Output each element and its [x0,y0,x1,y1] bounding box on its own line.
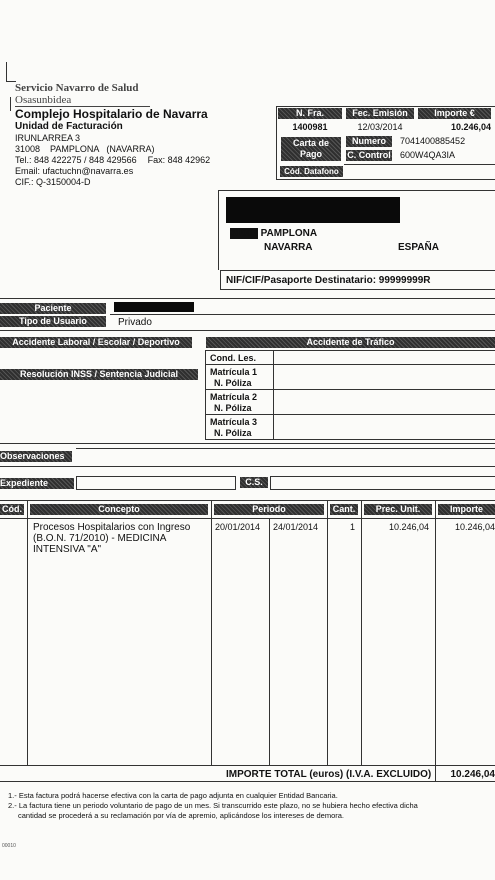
numero-label: Numero [346,136,392,147]
recipient-country: ESPAÑA [398,242,439,253]
row-prec: 10.246,04 [388,522,429,532]
fecha-header: Fec. Emisión [346,108,414,119]
patient-top-rule [0,298,495,299]
matricula3-text: Matrícula 3 [210,417,258,427]
carta-pago-label: Carta de Pago [281,137,341,161]
control-code: 600W4QA3IA [400,150,456,160]
nif-line: NIF/CIF/Pasaporte Destinatario: 99999999R [226,275,431,286]
phone: Tel.: 848 422275 / 848 429566 [15,155,137,165]
accidente-laboral-header: Accidente Laboral / Escolar / Deportivo [0,337,192,348]
tipo-usuario-value: Privado [118,317,152,328]
npoliza1-text: N. Póliza [214,378,252,388]
trafico-row-rule-2 [205,389,495,390]
matricula1-label [210,367,257,389]
logo-bracket-v2 [10,97,11,111]
col-cod-header: Cód. [2,504,22,514]
col-periodo-header: Periodo [214,504,324,515]
redacted-zip: 31007 [230,228,258,239]
cs-value-box [270,476,495,490]
row-periodo-desde: 20/01/2014 [215,522,261,532]
npoliza2-text: N. Póliza [214,403,252,413]
resolucion-header: Resolución INSS / Sentencia Judicial [0,369,198,380]
patient-row-rule [110,314,495,315]
invoice-box-divider [344,164,495,165]
address-line1: IRUNLARREA 3 [15,133,81,143]
redacted-recipient-name [226,197,400,223]
row-cant: 1 [350,522,356,532]
cs-label: C.S. [240,477,268,488]
matricula2-text: Matrícula 2 [210,392,258,402]
phone-fax-line [15,155,235,166]
cif: CIF.: Q-3150004-D [15,177,91,187]
org-name: Servicio Navarro de Salud [15,82,139,94]
observaciones-label: Observaciones [0,451,72,462]
email: Email: ufactuchn@navarra.es [15,166,134,176]
tipo-usuario-label: Tipo de Usuario [0,316,106,327]
note-1: 1.- Esta factura podrá hacerse efectiva con la carta de pago adjunta en cualquier Entidad Bancaria. [8,791,338,800]
npoliza3-text: N. Póliza [214,428,252,438]
col-cant-header: Cant. [330,504,358,515]
row-concepto-line2: (B.O.N. 71/2010) - MEDICINA [33,533,167,544]
col-concepto-header: Concepto [30,504,208,515]
payment-number: 7041400885452 [400,136,466,146]
trafico-row-rule-1 [205,364,495,365]
unit-name: Unidad de Facturación [15,121,123,132]
hospital-name: Complejo Hospitalario de Navarra [15,107,208,121]
note-2b: cantidad se procederá a su reclamación por vía de apremio, aplicándose los intereses de demora. [18,811,345,820]
fax: Fax: 848 42962 [147,155,211,165]
footer-notes [8,791,495,821]
observaciones-bottom-rule [0,466,495,467]
issuer-block [15,82,235,188]
total-label: IMPORTE TOTAL (euros) (I.V.A. EXCLUIDO) [226,769,432,780]
matricula3-label [210,417,257,439]
row-periodo-hasta: 24/01/2014 [273,522,319,532]
paciente-label: Paciente [0,303,106,314]
col-importe-header: Importe [438,504,495,515]
org-name-basque: Osasunbidea [15,94,150,107]
nfra-header: N. Fra. [278,108,342,119]
col-prec-header: Prec. Unit. [364,504,432,515]
datafono-label: Cód. Datafono [280,166,343,177]
logo-bracket-v [6,62,7,82]
expediente-value-box [76,476,236,490]
matricula1-text: Matrícula 1 [210,367,258,377]
row-concepto [33,522,190,555]
accident-bottom-rule [0,443,495,444]
note-2a: 2.- La factura tiene un periodo voluntario de pago de un mes. Si transcurrido este plazo, no se hubiera hecho efectiva dicha [8,801,418,810]
total-top-rule [0,765,495,766]
issue-date: 12/03/2014 [357,122,403,132]
recipient-region: NAVARRA [264,242,313,253]
address-line2: 31008 PAMPLONA (NAVARRA) [15,144,155,154]
table-header-rule [0,518,495,519]
cond-les-label: Cond. Les. [210,353,257,363]
invoice-amount: 10.246,04 [450,122,491,132]
row-importe: 10.246,04 [454,522,495,532]
importe-header: Importe € [418,108,491,119]
redacted-patient-name [114,302,194,312]
control-label: C. Control [347,150,391,160]
footer-code: 00010 [2,843,16,849]
recipient-city-line [230,228,317,239]
matricula2-label [210,392,257,414]
patient-bottom-rule [0,330,495,331]
total-value: 10.246,04 [450,769,495,780]
invoice-number: 1400981 [292,122,328,132]
recipient-city: PAMPLONA [260,228,318,239]
trafico-row-rule-3 [205,414,495,415]
row-concepto-line1: Procesos Hospitalarios con Ingreso [33,522,191,533]
accidente-trafico-header: Accidente de Tráfico [206,337,495,348]
table-row [0,522,495,562]
row-concepto-line3: INTENSIVA "A" [33,544,102,555]
observaciones-rule [76,448,495,449]
expediente-label: Expediente [0,478,74,489]
